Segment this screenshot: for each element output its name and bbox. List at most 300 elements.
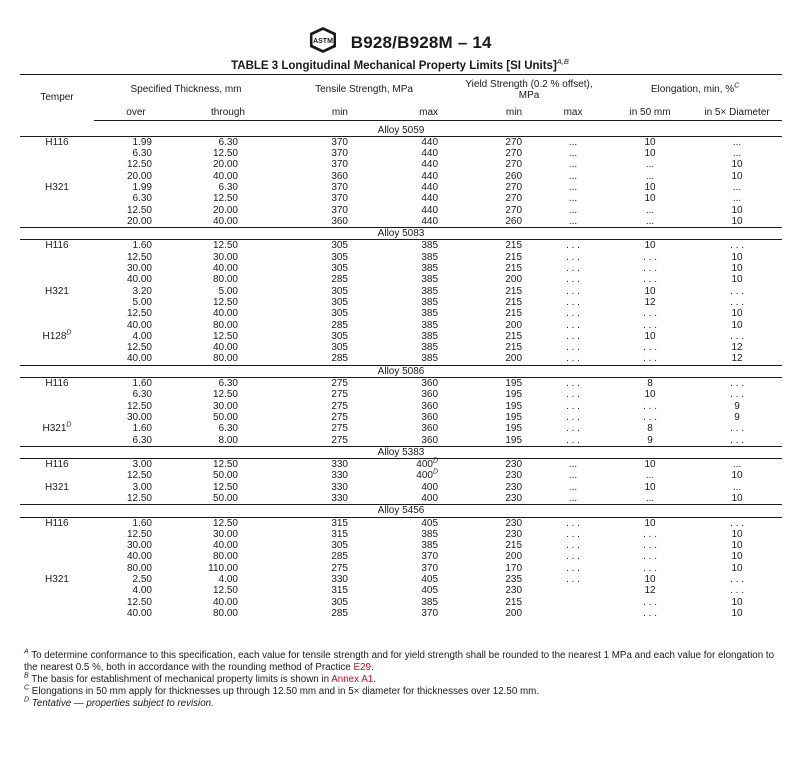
cell-yield-min (450, 136, 538, 148)
cell-over (94, 263, 178, 274)
table-row (20, 597, 782, 608)
cell-tensile-max-text: 360 (421, 378, 439, 390)
cell-tensile-min (278, 171, 374, 182)
cell-through-text: 4.00 (218, 574, 238, 586)
cell-elong-50mm-text: 10 (644, 574, 656, 586)
cell-through-text: 8.00 (218, 434, 238, 446)
cell-over (94, 193, 178, 204)
cell-yield-max-text: . . . (566, 353, 580, 365)
cell-elong-5d-text: . . . (730, 389, 744, 401)
cell-temper (20, 263, 94, 274)
cell-through (178, 517, 278, 529)
subheader-tensile-min: min (278, 105, 374, 121)
cell-tensile-min-text: 275 (331, 378, 348, 390)
cell-yield-min (450, 563, 538, 574)
cell-temper (20, 331, 94, 342)
cell-over (94, 529, 178, 540)
cell-through (178, 193, 278, 204)
cell-elong-5d-text: . . . (730, 285, 744, 297)
cell-yield-min-text: 215 (505, 296, 523, 308)
temper-text: H321 (45, 181, 69, 193)
cell-over (94, 240, 178, 252)
cell-yield-min-text: 215 (505, 308, 523, 320)
cell-yield-max-text: ... (568, 136, 578, 148)
cell-tensile-max (374, 585, 450, 596)
cell-elong-5d (692, 171, 782, 182)
cell-tensile-min-text: 315 (331, 585, 348, 597)
cell-yield-max-text: . . . (566, 411, 580, 423)
table-row (20, 297, 782, 308)
cell-elong-50mm-text: 10 (644, 481, 656, 493)
cell-elong-50mm (608, 608, 692, 619)
cell-tensile-max (374, 205, 450, 216)
cell-elong-50mm-text: 10 (644, 181, 656, 193)
cell-temper (20, 563, 94, 574)
cell-through-text: 80.00 (212, 274, 238, 286)
cell-through (178, 148, 278, 159)
alloy-header-row (20, 446, 782, 458)
subheader-through: through (178, 105, 278, 121)
cell-through (178, 171, 278, 182)
cell-elong-5d (692, 193, 782, 204)
cell-temper (20, 529, 94, 540)
mechanical-property-table (20, 74, 782, 619)
cell-elong-50mm (608, 435, 692, 447)
cell-yield-min-text: 170 (505, 562, 523, 574)
cell-tensile-min (278, 136, 374, 148)
cell-over (94, 342, 178, 353)
cell-over (94, 412, 178, 423)
cell-elong-5d (692, 482, 782, 493)
cell-elong-50mm (608, 540, 692, 551)
cell-temper (20, 389, 94, 400)
cell-temper (20, 171, 94, 182)
cell-yield-min-text: 215 (505, 342, 523, 354)
footnote-a-link[interactable]: E29 (353, 662, 371, 673)
table-row (20, 182, 782, 193)
alloy-header-row (20, 505, 782, 517)
cell-tensile-min-text: 305 (331, 330, 348, 342)
cell-tensile-max (374, 482, 450, 493)
cell-through-text: 40.00 (212, 596, 238, 608)
cell-yield-max (538, 585, 608, 596)
cell-yield-min-text: 230 (505, 528, 523, 540)
cell-elong-5d (692, 252, 782, 263)
cell-elong-5d-text: 10 (731, 562, 743, 574)
cell-yield-min-text: 215 (505, 596, 523, 608)
cell-yield-max-text: . . . (566, 274, 580, 286)
table-row (20, 353, 782, 365)
cell-tensile-min (278, 263, 374, 274)
cell-yield-max-text: . . . (566, 342, 580, 354)
table-body (20, 125, 782, 620)
cell-tensile-min (278, 286, 374, 297)
cell-over-text: 4.00 (132, 330, 152, 342)
temper-text: H116 (45, 378, 69, 390)
cell-elong-5d (692, 205, 782, 216)
cell-yield-max-text: ... (568, 493, 578, 504)
cell-tensile-min-text: 285 (331, 551, 348, 563)
cell-tensile-min (278, 274, 374, 285)
cell-through-text: 6.30 (218, 423, 238, 435)
cell-over-text: 12.50 (126, 400, 152, 412)
cell-tensile-max-text: 385 (421, 263, 439, 275)
cell-elong-5d (692, 517, 782, 529)
cell-elong-5d-text: . . . (730, 423, 744, 435)
col-header-tensile: Tensile Strength, MPa (278, 75, 450, 106)
table-row (20, 263, 782, 274)
footnote-b-end: . (373, 674, 376, 685)
cell-over-text: 4.00 (132, 585, 152, 597)
cell-over-text: 40.00 (126, 274, 152, 286)
temper-footnote-ref: D (66, 329, 72, 337)
cell-yield-min-text: 195 (505, 411, 523, 423)
cell-over (94, 470, 178, 481)
astm-logo-icon (308, 26, 338, 59)
cell-tensile-max-text: 400 (416, 459, 433, 471)
cell-yield-max (538, 148, 608, 159)
cell-yield-max-text: . . . (566, 540, 580, 552)
cell-tensile-max (374, 342, 450, 353)
cell-temper (20, 193, 94, 204)
cell-through-text: 12.50 (212, 459, 238, 471)
cell-tensile-max-text: 440 (421, 181, 439, 193)
cell-yield-max-text: ... (568, 159, 578, 171)
cell-through-text: 6.30 (218, 136, 238, 148)
cell-tensile-min (278, 205, 374, 216)
cell-temper (20, 240, 94, 252)
cell-yield-min (450, 585, 538, 596)
cell-elong-5d-text: . . . (730, 574, 744, 586)
cell-through-text: 12.50 (212, 240, 238, 252)
cell-elong-5d-text: 10 (731, 607, 743, 619)
cell-elong-5d (692, 240, 782, 252)
cell-tensile-min-text: 330 (331, 470, 348, 482)
cell-tensile-min (278, 597, 374, 608)
cell-elong-5d-text: 10 (731, 528, 743, 540)
cell-temper (20, 159, 94, 170)
cell-tensile-min (278, 551, 374, 562)
table-row (20, 331, 782, 342)
cell-yield-max (538, 159, 608, 170)
document-id: B928/B928M – 14 (350, 32, 492, 52)
cell-over (94, 320, 178, 331)
cell-through-text: 12.50 (212, 481, 238, 493)
subheader-yield-min: min (450, 105, 538, 121)
cell-elong-5d (692, 608, 782, 619)
cell-over (94, 435, 178, 447)
cell-elong-50mm (608, 182, 692, 193)
cell-yield-max (538, 308, 608, 319)
cell-tensile-max (374, 320, 450, 331)
table-row (20, 482, 782, 493)
cell-elong-5d-text: 10 (731, 274, 743, 286)
cell-elong-5d-text: . . . (730, 585, 744, 597)
cell-over (94, 159, 178, 170)
cell-yield-max (538, 597, 608, 608)
cell-elong-5d (692, 551, 782, 562)
cell-elong-50mm (608, 459, 692, 471)
cell-elong-5d-text: ... (732, 148, 742, 160)
cell-tensile-max-text: 360 (421, 389, 439, 401)
cell-elong-5d-text: 10 (731, 204, 743, 216)
table-row (20, 412, 782, 423)
cell-tensile-max (374, 470, 450, 481)
cell-over (94, 574, 178, 585)
cell-elong-50mm (608, 193, 692, 204)
cell-through (178, 608, 278, 619)
cell-through (178, 252, 278, 263)
table-row (20, 435, 782, 447)
cell-over (94, 252, 178, 263)
cell-yield-max-text: ... (568, 481, 578, 493)
cell-tensile-min-text: 370 (331, 159, 348, 171)
temper-footnote-ref: D (66, 421, 72, 429)
cell-yield-min-text: 270 (505, 136, 523, 148)
cell-yield-min (450, 353, 538, 365)
cell-elong-5d (692, 342, 782, 353)
cell-tensile-min (278, 412, 374, 423)
cell-tensile-min-text: 275 (331, 389, 348, 401)
cell-yield-min (450, 423, 538, 434)
cell-yield-min (450, 308, 538, 319)
cell-elong-50mm-text: . . . (643, 400, 657, 412)
cell-tensile-min (278, 493, 374, 505)
cell-over (94, 308, 178, 319)
cell-temper (20, 435, 94, 447)
cell-yield-max (538, 342, 608, 353)
table-row (20, 563, 782, 574)
cell-tensile-max-text: 400 (421, 481, 439, 493)
cell-through (178, 159, 278, 170)
cell-tensile-max (374, 274, 450, 285)
cell-over (94, 182, 178, 193)
table-title (0, 57, 800, 72)
cell-temper (20, 182, 94, 193)
cell-over (94, 585, 178, 596)
table-row (20, 389, 782, 400)
cell-through-text: 12.50 (212, 517, 238, 529)
cell-yield-max (538, 182, 608, 193)
cell-tensile-max (374, 136, 450, 148)
footnote-a-text: To determine conformance to this specification, each value for tensile strength and for yield strength shall be rounded to the nearest 1 MPa and each value for elongation to the nearest 0.5 %, both in accordance with the rounding method of Practice (24, 650, 775, 673)
cell-tensile-min (278, 342, 374, 353)
cell-through-text: 6.30 (218, 378, 238, 390)
cell-tensile-max-text: 385 (421, 540, 439, 552)
cell-over (94, 517, 178, 529)
cell-tensile-min (278, 148, 374, 159)
cell-over-text: 20.00 (126, 215, 152, 227)
cell-over-text: 1.60 (132, 378, 152, 390)
cell-through (178, 493, 278, 505)
cell-through (178, 459, 278, 471)
cell-yield-max (538, 482, 608, 493)
cell-elong-5d (692, 459, 782, 471)
cell-temper (20, 342, 94, 353)
cell-tensile-min-text: 330 (331, 481, 348, 493)
cell-tensile-min (278, 240, 374, 252)
cell-elong-50mm (608, 320, 692, 331)
cell-elong-50mm (608, 274, 692, 285)
cell-tensile-min (278, 459, 374, 471)
footnote-a-end: . (370, 662, 374, 673)
cell-elong-5d (692, 136, 782, 148)
cell-yield-min (450, 389, 538, 400)
cell-through-text: 80.00 (212, 319, 238, 331)
temper-text: H128 (42, 330, 67, 342)
cell-over-text: 12.50 (126, 528, 152, 540)
table-row (20, 240, 782, 252)
cell-yield-max-text: . . . (566, 285, 580, 297)
cell-yield-min (450, 482, 538, 493)
cell-tensile-min-text: 330 (331, 574, 348, 586)
col-header-elongation-text: Elongation, min, % (650, 84, 735, 96)
cell-yield-min-text: 270 (505, 181, 523, 193)
cell-through (178, 320, 278, 331)
cell-through (178, 274, 278, 285)
cell-temper (20, 378, 94, 390)
cell-over-text: 30.00 (126, 540, 152, 552)
footnote-d-mark: D (24, 696, 30, 704)
cell-yield-min-text: 260 (505, 170, 523, 182)
cell-yield-min-text: 200 (505, 551, 523, 563)
cell-tensile-max (374, 540, 450, 551)
cell-tensile-min-text: 305 (331, 263, 348, 275)
cell-tensile-min-text: 315 (331, 528, 348, 540)
cell-tensile-min (278, 517, 374, 529)
alloy-header-row (20, 228, 782, 240)
cell-tensile-max (374, 389, 450, 400)
table-row (20, 320, 782, 331)
cell-tensile-min (278, 482, 374, 493)
cell-over-text: 12.50 (126, 493, 152, 504)
cell-tensile-min-text: 315 (331, 517, 348, 529)
cell-through-text: 40.00 (212, 215, 238, 227)
cell-through-text: 40.00 (212, 342, 238, 354)
cell-elong-50mm-text: 10 (644, 240, 656, 252)
cell-yield-min-text: 215 (505, 285, 523, 297)
cell-elong-5d-text: 9 (734, 411, 740, 423)
cell-yield-min (450, 529, 538, 540)
cell-yield-max-text: . . . (566, 423, 580, 435)
cell-over-text: 40.00 (126, 551, 152, 563)
cell-elong-50mm (608, 470, 692, 481)
alloy-header-row (20, 125, 782, 137)
cell-elong-5d-text: 10 (731, 551, 743, 563)
cell-yield-min-text: 215 (505, 540, 523, 552)
table-row (20, 159, 782, 170)
cell-through (178, 389, 278, 400)
cell-elong-5d (692, 574, 782, 585)
cell-tensile-max (374, 574, 450, 585)
cell-elong-5d-text: 10 (731, 540, 743, 552)
cell-elong-5d (692, 529, 782, 540)
cell-yield-min (450, 331, 538, 342)
cell-tensile-max (374, 401, 450, 412)
cell-through-text: 12.50 (212, 296, 238, 308)
table-row (20, 378, 782, 390)
temper-text: H116 (45, 136, 69, 148)
cell-tensile-min-text: 305 (331, 251, 348, 263)
cell-over-text: 1.99 (132, 136, 152, 148)
cell-yield-min (450, 378, 538, 390)
cell-tensile-min-text: 275 (331, 562, 348, 574)
cell-yield-max-text: . . . (566, 319, 580, 331)
cell-temper (20, 608, 94, 619)
cell-elong-50mm (608, 529, 692, 540)
cell-over-text: 12.50 (126, 159, 152, 171)
cell-tensile-max-text: 385 (421, 251, 439, 263)
cell-elong-5d-text: 12 (731, 353, 743, 365)
cell-tensile-max-text: 385 (421, 330, 439, 342)
subheader-yield-max: max (538, 105, 608, 121)
cell-elong-5d (692, 493, 782, 505)
cell-over-text: 20.00 (126, 170, 152, 182)
cell-over-text: 12.50 (126, 596, 152, 608)
cell-elong-50mm-text: 8 (647, 423, 653, 435)
cell-over-text: 3.00 (132, 459, 152, 471)
cell-elong-50mm-text: . . . (643, 551, 657, 563)
cell-over (94, 482, 178, 493)
cell-temper (20, 517, 94, 529)
cell-elong-50mm (608, 252, 692, 263)
cell-yield-min (450, 320, 538, 331)
cell-tensile-min (278, 574, 374, 585)
cell-elong-5d-text: 10 (731, 215, 743, 227)
cell-elong-5d (692, 308, 782, 319)
cell-through-text: 40.00 (212, 540, 238, 552)
alloy-name: Alloy 5059 (20, 125, 782, 137)
cell-tensile-max-text: 440 (421, 204, 439, 216)
cell-elong-5d-text: . . . (730, 330, 744, 342)
cell-through-text: 30.00 (212, 251, 238, 263)
cell-over-text: 1.99 (132, 181, 152, 193)
cell-tensile-min (278, 435, 374, 447)
table-row (20, 205, 782, 216)
cell-elong-5d-text: . . . (730, 240, 744, 252)
footnote-b-link[interactable]: Annex A1 (331, 674, 374, 685)
cell-tensile-max (374, 297, 450, 308)
cell-tensile-max-text: 440 (421, 136, 439, 148)
cell-through (178, 308, 278, 319)
cell-tensile-max (374, 563, 450, 574)
table-row (20, 216, 782, 228)
table-row (20, 148, 782, 159)
footnotes (24, 650, 776, 710)
cell-tensile-max (374, 517, 450, 529)
cell-tensile-min-text: 285 (331, 274, 348, 286)
cell-yield-max-text: . . . (566, 263, 580, 275)
cell-yield-min-text: 230 (505, 459, 523, 471)
cell-yield-max (538, 263, 608, 274)
cell-through-text: 12.50 (212, 585, 238, 597)
cell-through (178, 297, 278, 308)
cell-elong-5d (692, 563, 782, 574)
cell-over-text: 40.00 (126, 319, 152, 331)
subheader-over: over (94, 105, 178, 121)
alloy-name: Alloy 5456 (20, 505, 782, 517)
cell-yield-min (450, 182, 538, 193)
table-row (20, 517, 782, 529)
cell-through (178, 470, 278, 481)
cell-yield-min-text: 260 (505, 215, 523, 227)
cell-tensile-min (278, 297, 374, 308)
cell-tensile-max (374, 286, 450, 297)
cell-yield-min-text: 215 (505, 240, 523, 252)
cell-over-text: 12.50 (126, 342, 152, 354)
cell-over-text: 6.30 (132, 148, 152, 160)
subheader-elong-50mm: in 50 mm (608, 105, 692, 121)
